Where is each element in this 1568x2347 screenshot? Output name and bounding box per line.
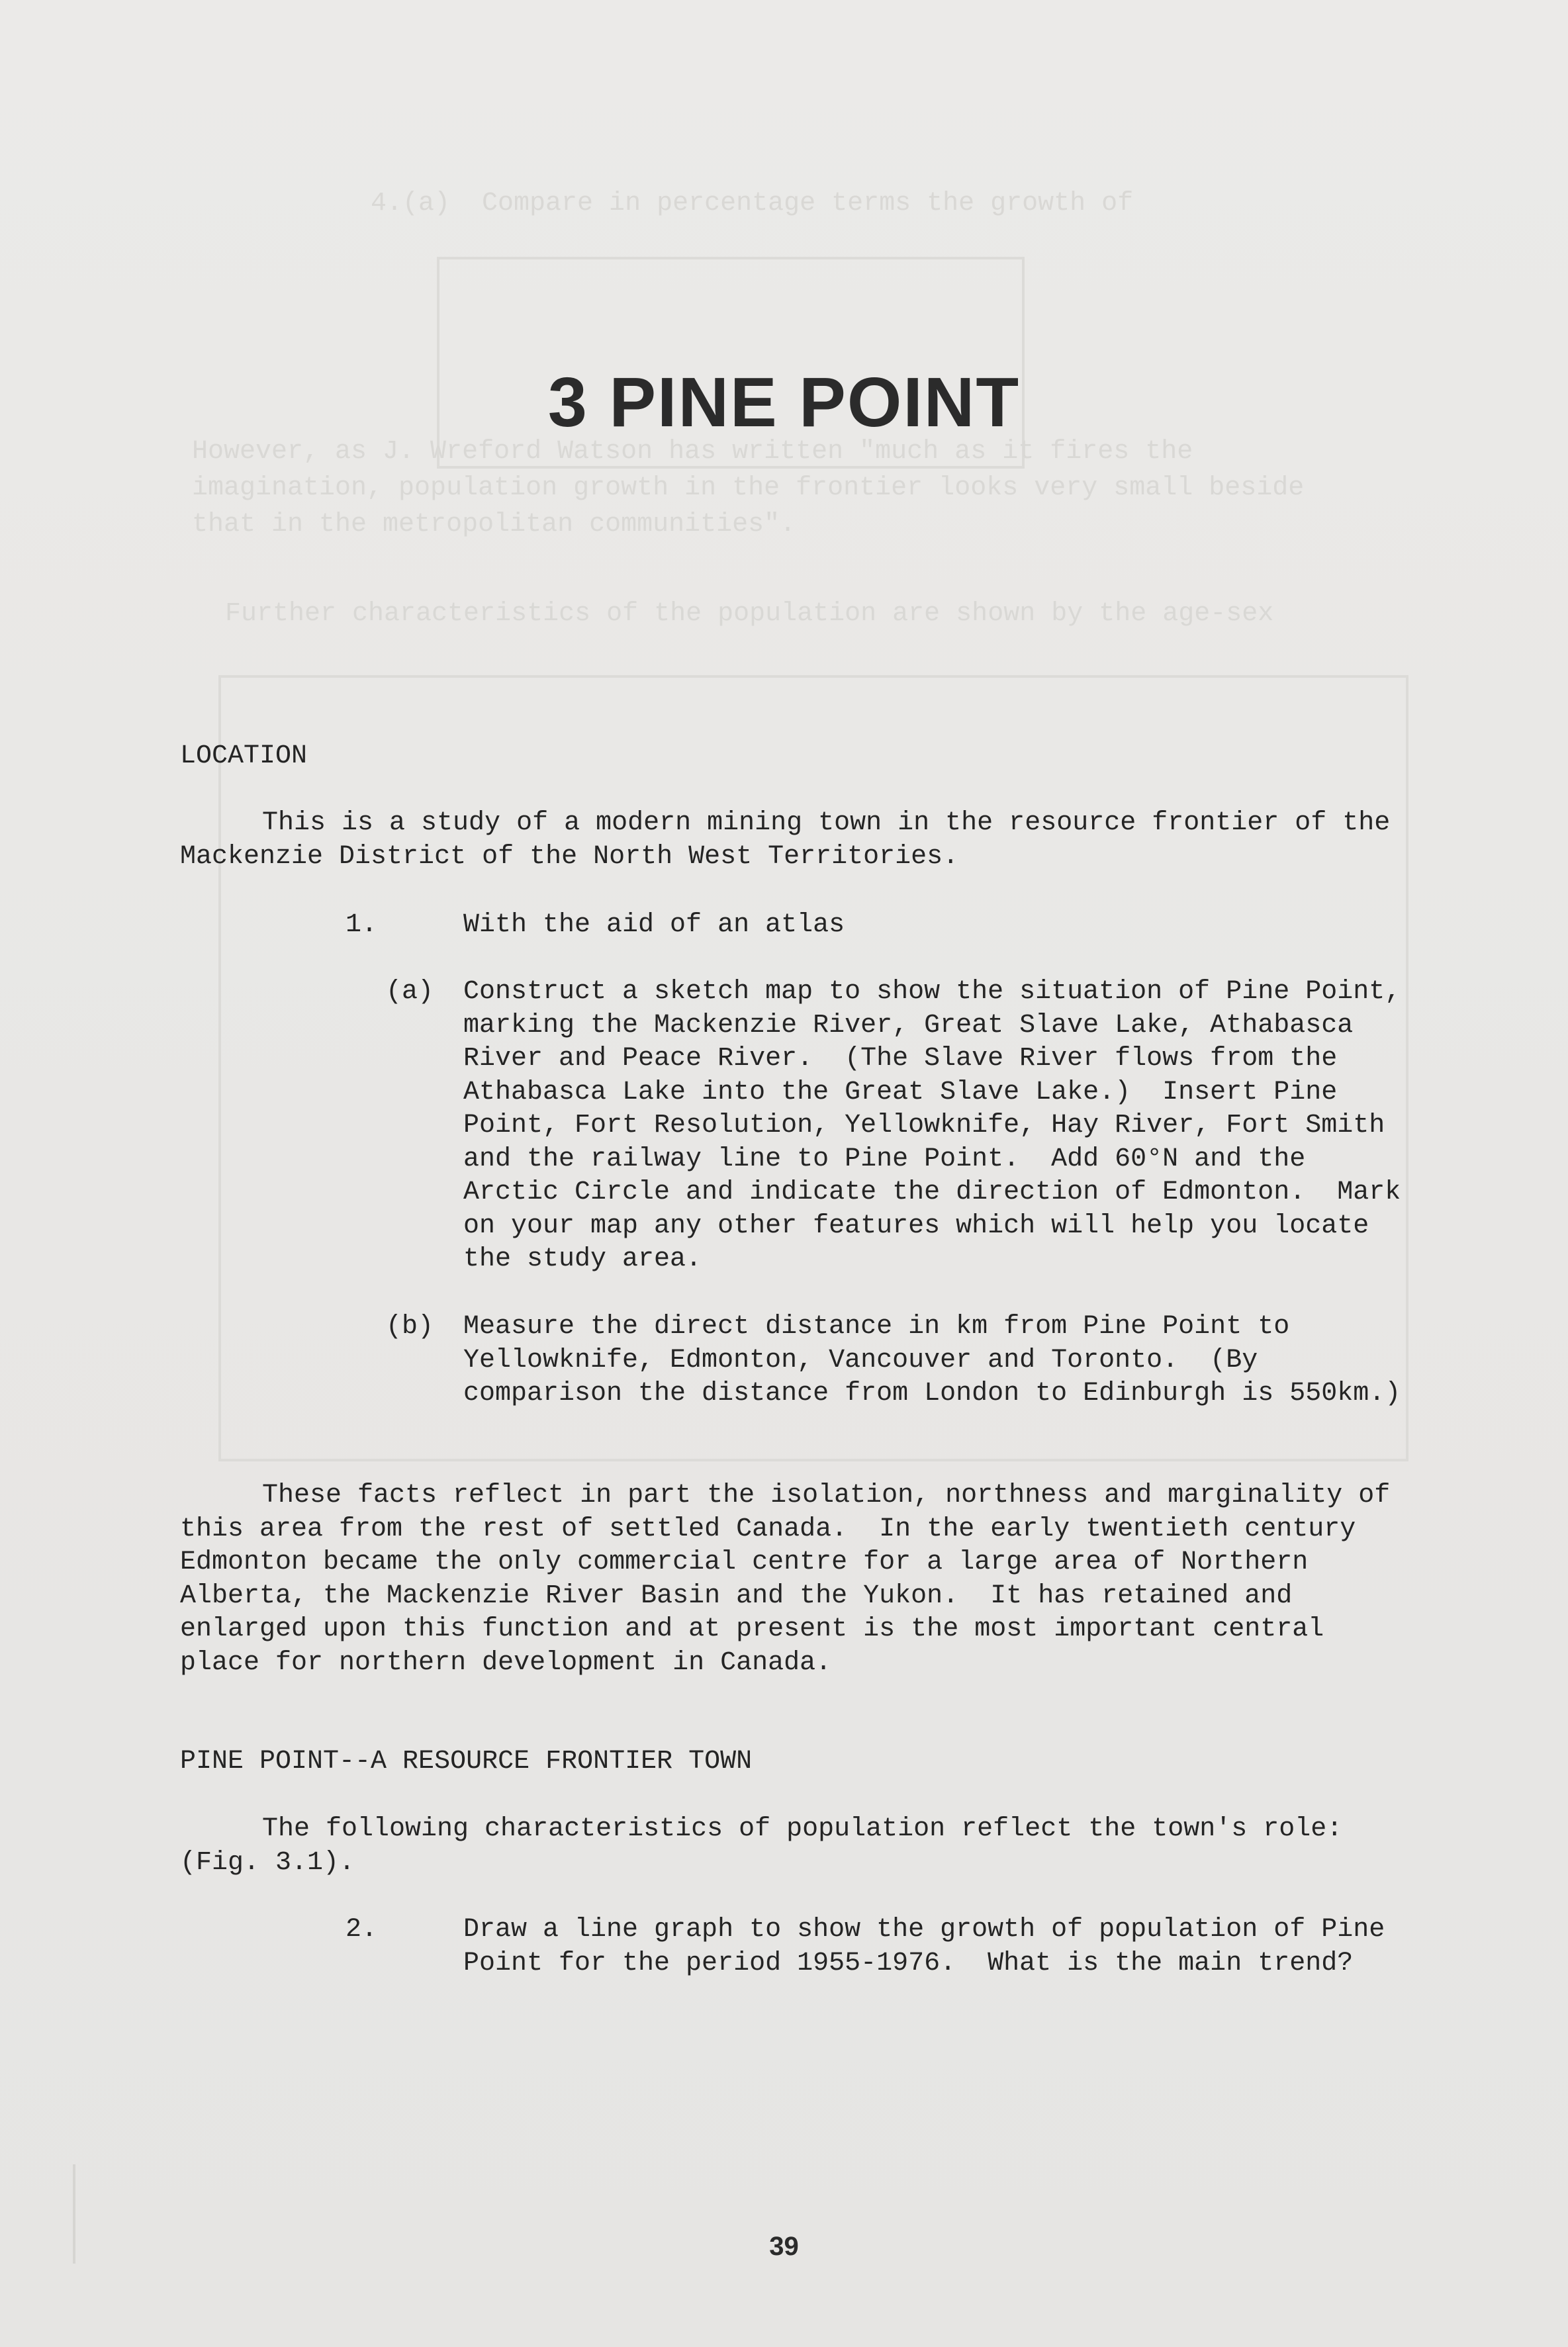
question-2-text: Draw a line graph to show the growth of population of Pine Point for the period 1955-1976. What is the main trend? bbox=[463, 1915, 1401, 1978]
section-heading-location: LOCATION bbox=[180, 741, 308, 771]
bleed-through-text: that in the metropolitan communities". bbox=[192, 510, 796, 539]
chapter-title: 3 PINE POINT bbox=[547, 363, 1021, 441]
isolation-facts-paragraph: These facts reflect in part the isolation, northness and marginality of this area from the rest of settled Canada. In the early twentieth century Edmonton became the only commercial centre for a large area of Northern Alberta, the Mackenzie River Basin and the Yukon. It has retained and enlarged upon this function and at present is the most important central place for northern development in Canada. bbox=[180, 1481, 1407, 1678]
population-intro-paragraph: The following characteristics of population reflect the town's role: (Fig. 3.1). bbox=[180, 1814, 1359, 1878]
bleed-through-text: Further characteristics of the population are shown by the age-sex bbox=[225, 599, 1274, 629]
page-number: 39 bbox=[769, 2232, 799, 2261]
question-1a-label: (a) bbox=[386, 977, 434, 1007]
bleed-through-text: However, as J. Wreford Watson has written "much as it fires the bbox=[192, 437, 1193, 467]
question-1-text: With the aid of an atlas bbox=[463, 910, 845, 940]
section-heading-resource-frontier: PINE POINT--A RESOURCE FRONTIER TOWN bbox=[180, 1747, 753, 1776]
question-1b-text: Measure the direct distance in km from Pine Point to Yellowknife, Edmonton, Vancouver and Toronto. (By comparison the distance from London to Edinburgh is 550km.) bbox=[463, 1312, 1401, 1408]
location-intro-paragraph: This is a study of a modern mining town in the resource frontier of the Mackenzie District of the North West Territories. bbox=[180, 808, 1407, 872]
bleed-through-text: 4.(a) Compare in percentage terms the growth of bbox=[371, 189, 1134, 218]
question-1-number: 1. bbox=[346, 910, 378, 940]
question-2-number: 2. bbox=[346, 1915, 378, 1945]
bleed-through-text: imagination, population growth in the frontier looks very small beside bbox=[192, 473, 1305, 503]
question-1b-label: (b) bbox=[386, 1312, 434, 1342]
question-1a-text: Construct a sketch map to show the situation of Pine Point, marking the Mackenzie River, Great Slave Lake, Athabasca River and Peace River. (The Slave River flows from the Athabasca Lake into the Great Slave Lake.) Insert Pine Point, Fort Resolution, Yellowknife, Hay River, Fort Smith and the railway line to Pine Point. Add 60°N and the Arctic Circle and indicate the direction of Edmonton. Mark on your map any other features which will help you locate the study area. bbox=[463, 977, 1417, 1274]
